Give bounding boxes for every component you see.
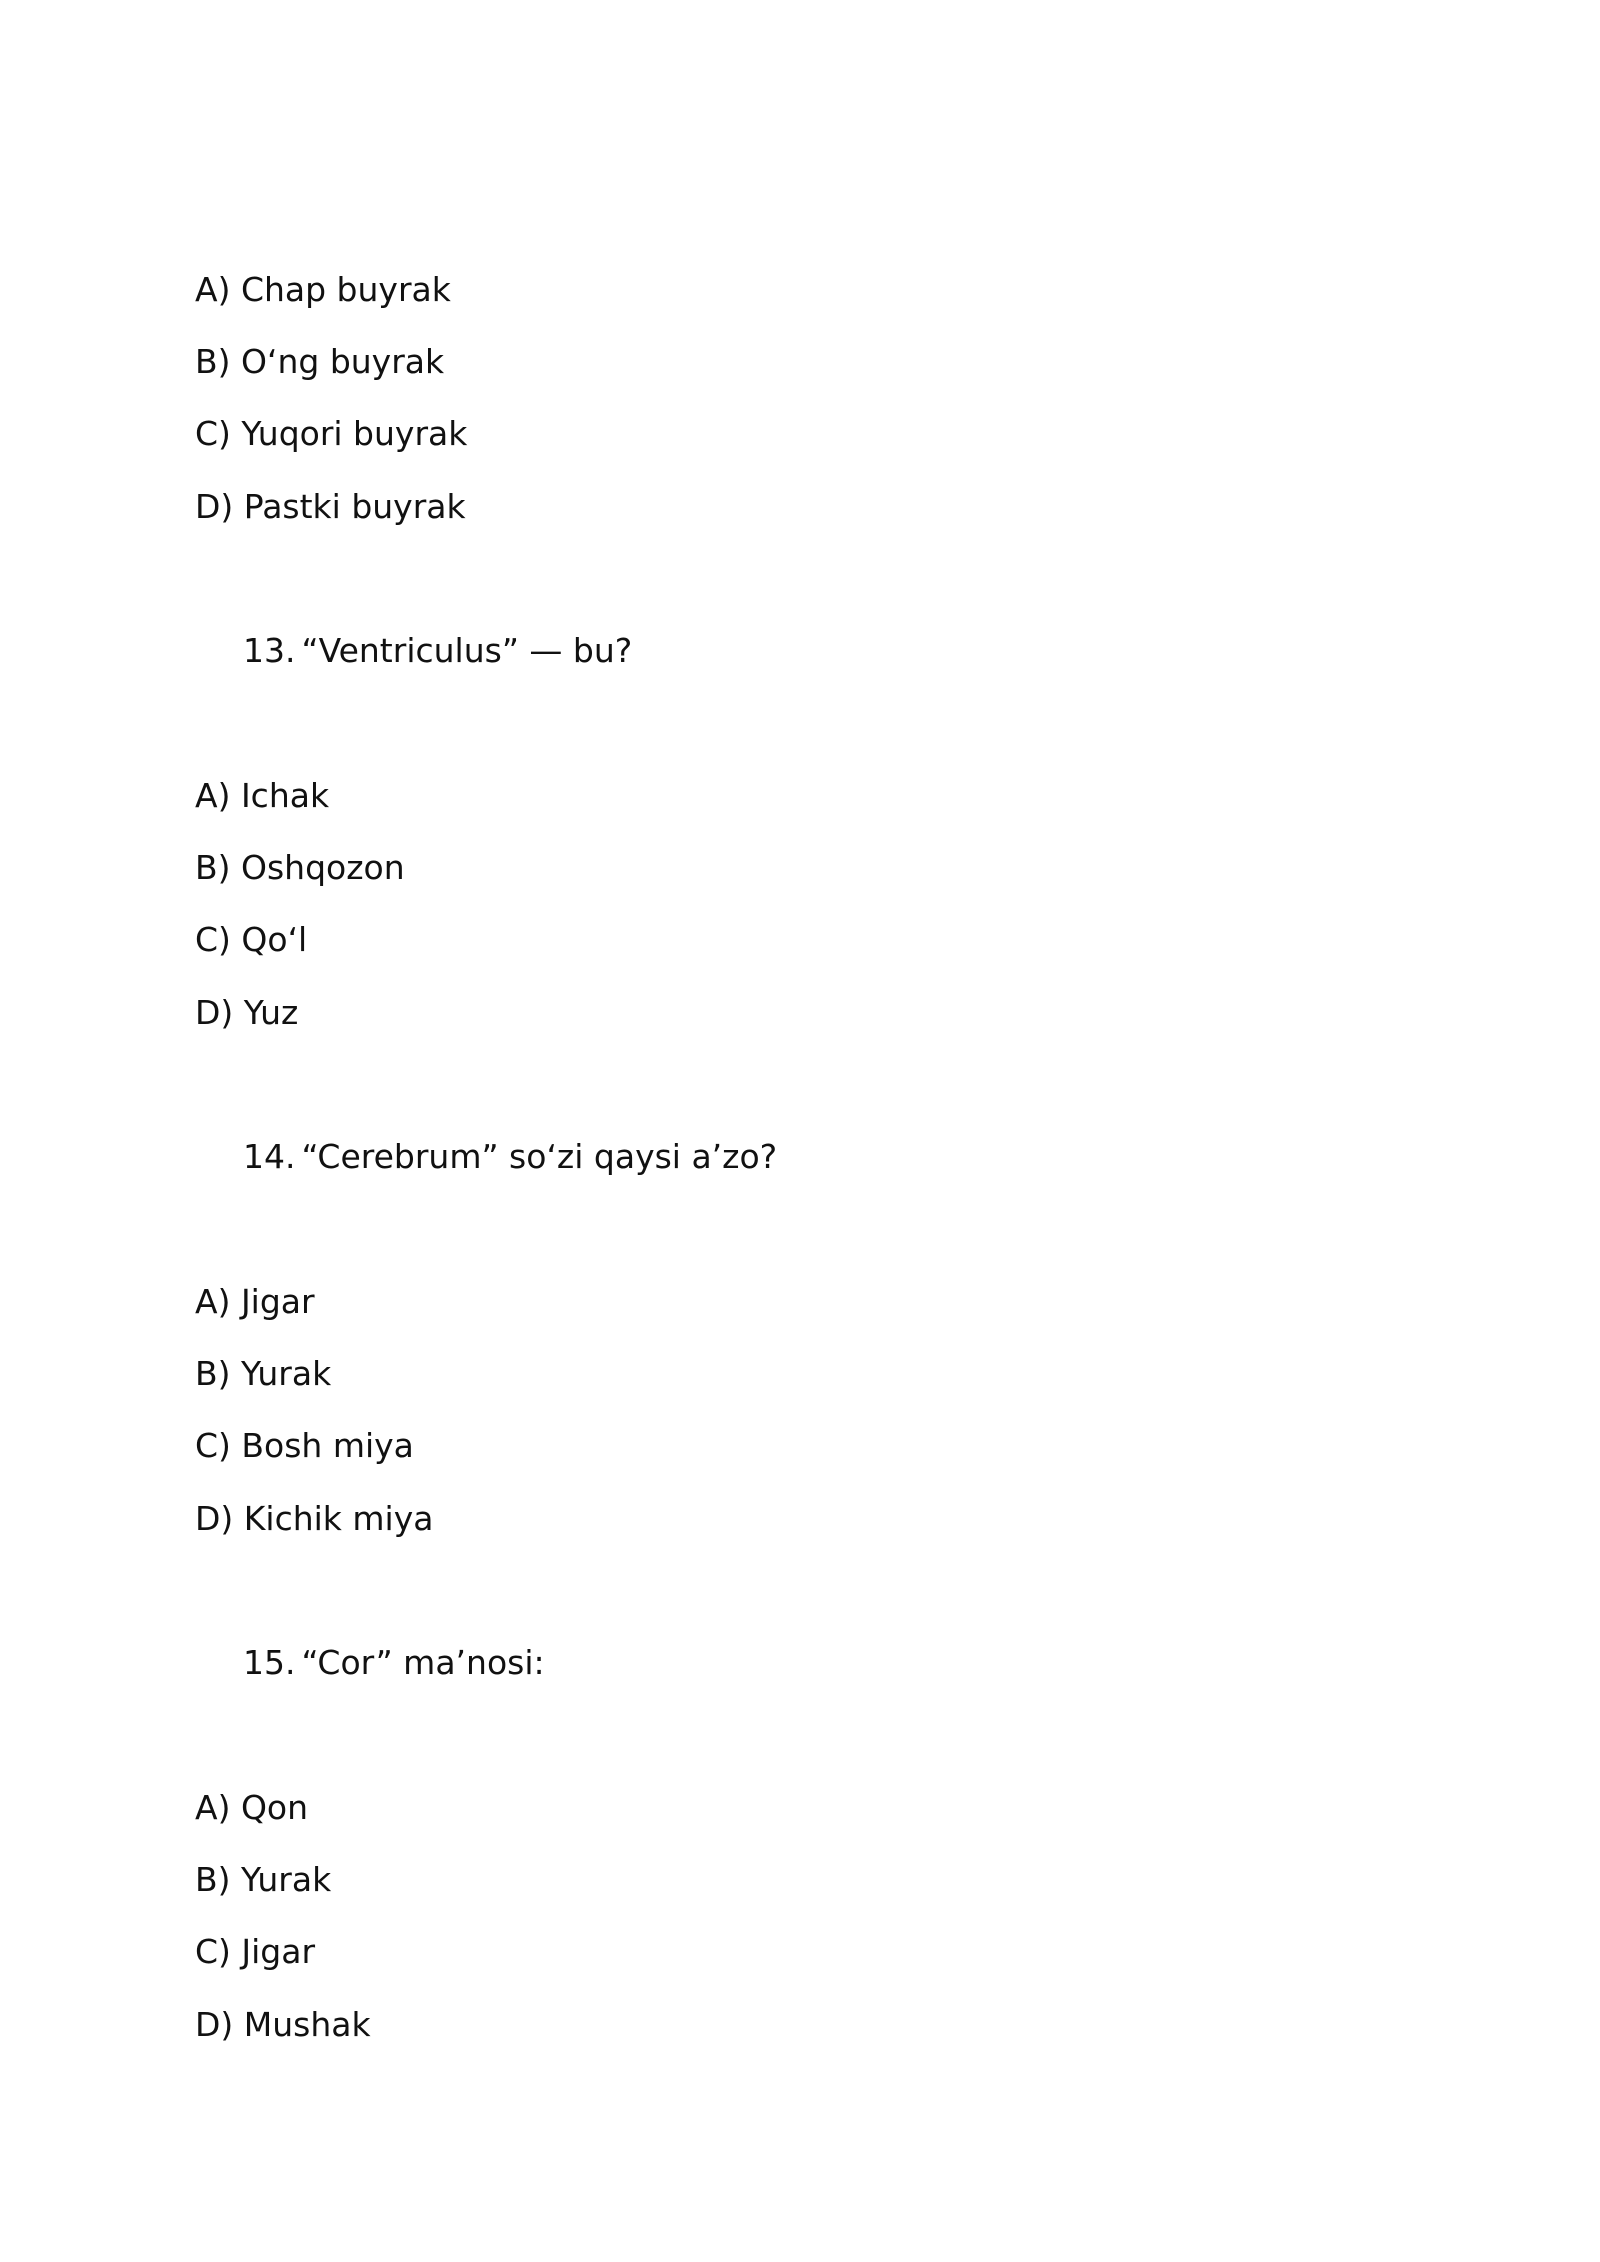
question-13 [243,631,632,671]
option-c: C) Bosh miya [195,1426,414,1465]
question-14 [243,1137,777,1177]
option-b: B) Yurak [195,1354,332,1393]
option-a: A) Ichak [195,776,330,815]
option-c: C) Jigar [195,1932,316,1971]
option-b: B) Oshqozon [195,848,405,887]
question-number: 15. [243,1643,296,1682]
option-a: A) Chap buyrak [195,270,451,309]
question-text: “Cerebrum” so‘zi qaysi a’zo? [301,1137,778,1176]
question-number: 13. [243,631,296,670]
option-c: C) Yuqori buyrak [195,414,468,453]
option-d: D) Kichik miya [195,1499,434,1538]
question-text: “Ventriculus” — bu? [301,631,633,670]
option-c: C) Qo‘l [195,920,308,959]
option-a: A) Jigar [195,1282,315,1321]
question-15 [243,1643,545,1683]
option-b: B) Yurak [195,1860,332,1899]
option-a: A) Qon [195,1788,309,1827]
option-d: D) Mushak [195,2005,371,2044]
option-d: D) Yuz [195,993,299,1032]
question-number: 14. [243,1137,296,1176]
option-d: D) Pastki buyrak [195,487,466,526]
option-b: B) O‘ng buyrak [195,342,445,381]
question-text: “Cor” ma’nosi: [301,1643,545,1682]
